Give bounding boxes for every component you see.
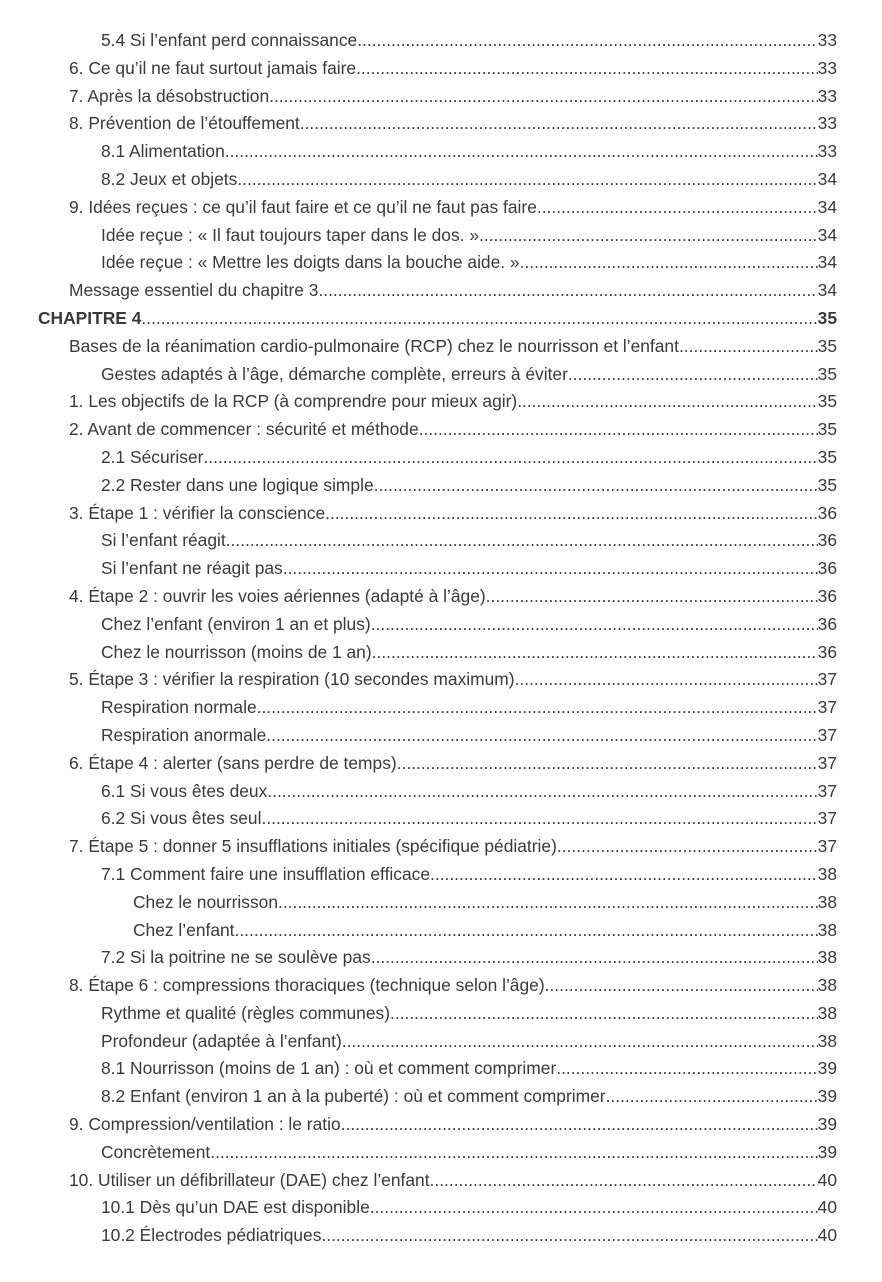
toc-page-number: 35 — [817, 335, 837, 356]
toc-entry-title: 8.2 Enfant (environ 1 an à la puberté) : où et comment comprimer — [101, 1086, 606, 1107]
toc-entry-row — [69, 333, 837, 361]
toc-dot-leader — [278, 889, 818, 917]
toc-entry-row — [101, 639, 837, 667]
toc-entry-title: 10.2 Électrodes pédiatriques — [101, 1225, 322, 1246]
toc-entry[interactable] — [69, 833, 882, 861]
toc-page-number: 37 — [817, 697, 837, 718]
toc-entry[interactable] — [101, 1222, 882, 1250]
toc-dot-leader — [266, 722, 817, 750]
toc-entry-row — [101, 1222, 837, 1250]
toc-dot-leader — [300, 110, 818, 138]
toc-dot-leader — [430, 861, 818, 889]
toc-entry[interactable] — [101, 611, 882, 639]
toc-dot-leader — [257, 694, 818, 722]
toc-entry[interactable] — [69, 972, 882, 1000]
toc-entry[interactable] — [101, 722, 882, 750]
toc-page-number: 37 — [817, 669, 837, 690]
toc-page-number: 35 — [817, 446, 837, 467]
toc-page-number: 35 — [817, 474, 837, 495]
toc-page-number: 34 — [817, 280, 837, 301]
toc-entry-title: 7. Étape 5 : donner 5 insufflations initiales (spécifique pédiatrie) — [69, 836, 557, 857]
toc-page-number: 39 — [817, 1086, 837, 1107]
toc-entry-row — [101, 444, 837, 472]
toc-dot-leader — [397, 750, 818, 778]
toc-dot-leader — [226, 527, 818, 555]
toc-entry[interactable] — [69, 1167, 882, 1195]
toc-page-number: 34 — [817, 224, 837, 245]
toc-page-number: 37 — [817, 808, 837, 829]
toc-page-number: 35 — [817, 307, 837, 328]
toc-entry-row — [101, 361, 837, 389]
toc-entry-row — [101, 1139, 837, 1167]
toc-entry-title: Chez le nourrisson — [133, 891, 278, 912]
toc-entry-title: 8. Prévention de l’étouffement — [69, 113, 300, 134]
toc-dot-leader — [390, 1000, 818, 1028]
toc-entry-title: Chez l’enfant — [133, 919, 235, 940]
toc-entry[interactable] — [101, 1139, 882, 1167]
toc-entry-title: 8.2 Jeux et objets — [101, 168, 238, 189]
toc-entry[interactable] — [101, 444, 882, 472]
toc-dot-leader — [520, 249, 818, 277]
toc-entry[interactable] — [101, 944, 882, 972]
toc-dot-leader — [374, 472, 818, 500]
toc-entry[interactable] — [69, 83, 882, 111]
toc-page-number: 37 — [817, 836, 837, 857]
toc-entry-title: 7.1 Comment faire une insufflation efficace — [101, 863, 431, 884]
toc-entry-row — [101, 1083, 837, 1111]
toc-entry[interactable] — [69, 416, 882, 444]
toc-entry[interactable] — [101, 555, 882, 583]
toc-entry-title: 10. Utiliser un défibrillateur (DAE) chez l’enfant — [69, 1169, 430, 1190]
toc-page-number: 36 — [817, 502, 837, 523]
toc-page-number: 36 — [817, 530, 837, 551]
toc-dot-leader — [430, 1167, 818, 1195]
toc-dot-leader — [210, 1139, 817, 1167]
toc-entry[interactable] — [69, 277, 882, 305]
toc-entry-title: Gestes adaptés à l’âge, démarche complète, erreurs à éviter — [101, 363, 568, 384]
toc-entry-title: 2. Avant de commencer : sécurité et méthode — [69, 419, 419, 440]
toc-entry-row — [101, 805, 837, 833]
toc-entry-title: Chez l’enfant (environ 1 an et plus) — [101, 613, 371, 634]
toc-page-number: 40 — [817, 1169, 837, 1190]
toc-page-number: 34 — [817, 196, 837, 217]
toc-entry[interactable] — [101, 527, 882, 555]
toc-page-number: 34 — [817, 168, 837, 189]
toc-entry-title: Si l’enfant réagit — [101, 530, 226, 551]
toc-page-number: 33 — [817, 113, 837, 134]
toc-entry[interactable] — [69, 388, 882, 416]
toc-dot-leader — [321, 1222, 817, 1250]
toc-dot-leader — [372, 639, 818, 667]
toc-entry-title: Si l’enfant ne réagit pas — [101, 558, 283, 579]
toc-dot-leader — [341, 1111, 818, 1139]
toc-entry-row — [69, 416, 837, 444]
toc-entry-row — [69, 194, 837, 222]
toc-dot-leader — [557, 833, 818, 861]
toc-dot-leader — [371, 944, 818, 972]
toc-dot-leader — [479, 222, 818, 250]
toc-entry-row — [101, 611, 837, 639]
toc-dot-leader — [283, 555, 818, 583]
toc-page-number: 38 — [817, 919, 837, 940]
toc-page-number: 38 — [817, 891, 837, 912]
toc-entry-row — [101, 222, 837, 250]
toc-dot-leader — [356, 55, 818, 83]
toc-entry[interactable] — [101, 361, 882, 389]
toc-entry-title: Respiration normale — [101, 697, 257, 718]
toc-entry[interactable] — [101, 166, 882, 194]
toc-page-number: 37 — [817, 724, 837, 745]
toc-entry-row — [69, 388, 837, 416]
toc-entry[interactable] — [101, 805, 882, 833]
toc-entry-row — [133, 889, 837, 917]
toc-page-number: 33 — [817, 141, 837, 162]
toc-entry[interactable] — [101, 222, 882, 250]
toc-entry-title: 5.4 Si l’enfant perd connaissance — [101, 30, 358, 50]
toc-page-number: 36 — [817, 613, 837, 634]
toc-entry-title: 10.1 Dès qu’un DAE est disponible — [101, 1197, 370, 1218]
toc-entry-title: Concrètement — [101, 1141, 211, 1162]
toc-entry-row — [101, 138, 837, 166]
toc-entry[interactable] — [101, 639, 882, 667]
toc-dot-leader — [325, 500, 817, 528]
toc-entry[interactable] — [69, 500, 882, 528]
toc-page-number: 37 — [817, 752, 837, 773]
toc-entry-title: Profondeur (adaptée à l’enfant) — [101, 1030, 342, 1051]
toc-entry-row — [133, 917, 837, 945]
toc-page-number: 40 — [817, 1197, 837, 1218]
toc-entry-row — [101, 249, 837, 277]
toc-entry-row — [101, 1055, 837, 1083]
toc-dot-leader — [419, 416, 818, 444]
toc-page-number: 33 — [817, 57, 837, 78]
toc-chapter-heading[interactable] — [38, 305, 882, 333]
toc-entry-title: Message essentiel du chapitre 3 — [69, 280, 319, 301]
toc-page-number: 35 — [817, 419, 837, 440]
toc-entry-title: 2.2 Rester dans une logique simple — [101, 474, 374, 495]
toc-dot-leader — [235, 917, 818, 945]
toc-entry[interactable] — [101, 778, 882, 806]
toc-entry-row — [69, 83, 837, 111]
toc-page-number: 36 — [817, 641, 837, 662]
toc-entry-title: 4. Étape 2 : ouvrir les voies aériennes (adapté à l’âge) — [69, 585, 486, 606]
toc-entry-row — [101, 555, 837, 583]
toc-page-number: 35 — [817, 363, 837, 384]
toc-entry[interactable] — [69, 583, 882, 611]
toc-dot-leader — [517, 388, 817, 416]
toc-entry-title: Respiration anormale — [101, 724, 267, 745]
toc-entry-title: Chez le nourrisson (moins de 1 an) — [101, 641, 372, 662]
toc-dot-leader — [267, 778, 817, 806]
toc-entry-row — [69, 277, 837, 305]
toc-dot-leader — [545, 972, 818, 1000]
toc-entry[interactable] — [69, 55, 882, 83]
toc-entry[interactable] — [101, 1000, 882, 1028]
toc-entry-row — [101, 694, 837, 722]
toc-dot-leader — [318, 277, 817, 305]
toc-page-number: 39 — [817, 1141, 837, 1162]
toc-entry[interactable] — [133, 889, 882, 917]
toc-entry-row — [101, 778, 837, 806]
toc-dot-leader — [141, 305, 817, 333]
toc-entry-title: Rythme et qualité (règles communes) — [101, 1002, 390, 1023]
toc-dot-leader — [225, 138, 818, 166]
toc-page-number: 40 — [817, 1225, 837, 1246]
toc-entry[interactable] — [101, 1055, 882, 1083]
toc-dot-leader — [515, 666, 818, 694]
toc-entry-row — [69, 666, 837, 694]
toc-dot-leader — [342, 1028, 818, 1056]
toc-page-number: 35 — [817, 391, 837, 412]
toc-page-number: 38 — [817, 975, 837, 996]
toc-entry-title: 2.1 Sécuriser — [101, 446, 204, 467]
toc-entry-title: 8. Étape 6 : compressions thoraciques (technique selon l’âge) — [69, 975, 545, 996]
toc-entry-title: Idée reçue : « Il faut toujours taper dans le dos. » — [101, 224, 480, 245]
toc-dot-leader — [568, 361, 818, 389]
toc-page-number: 37 — [817, 780, 837, 801]
toc-entry-title: 7.2 Si la poitrine ne se soulève pas — [101, 947, 371, 968]
toc-entry[interactable] — [101, 1083, 882, 1111]
toc-entry-row — [101, 722, 837, 750]
toc-page-number: 38 — [817, 863, 837, 884]
toc-page-number: 36 — [817, 585, 837, 606]
toc-page-number: 38 — [817, 947, 837, 968]
toc-dot-leader — [269, 83, 818, 111]
toc-entry[interactable] — [69, 666, 882, 694]
toc-dot-leader — [371, 611, 818, 639]
toc-entry-row — [101, 472, 837, 500]
toc-entry[interactable] — [69, 110, 882, 138]
toc-page-number: 33 — [817, 85, 837, 106]
toc-dot-leader — [203, 444, 817, 472]
toc-entry[interactable] — [101, 249, 882, 277]
toc-entry-title: 7. Après la désobstruction — [69, 85, 270, 106]
toc-entry-row — [38, 305, 837, 333]
toc-page-number: 38 — [817, 1002, 837, 1023]
toc-entry-row — [101, 1194, 837, 1222]
toc-page-number: 33 — [817, 30, 837, 50]
toc-entry-row — [69, 1167, 837, 1195]
toc-entry-row — [69, 750, 837, 778]
toc-entry-row — [69, 833, 837, 861]
toc-entry-row — [69, 1111, 837, 1139]
toc-entry-title: 5. Étape 3 : vérifier la respiration (10 secondes maximum) — [69, 669, 515, 690]
toc-page-number: 39 — [817, 1114, 837, 1135]
toc-entry[interactable] — [69, 194, 882, 222]
toc-entry[interactable] — [101, 694, 882, 722]
toc-entry[interactable] — [101, 1194, 882, 1222]
toc-entry-title: 6. Étape 4 : alerter (sans perdre de temps) — [69, 752, 397, 773]
toc-entry[interactable] — [101, 472, 882, 500]
toc-dot-leader — [357, 27, 817, 55]
table-of-contents — [0, 27, 882, 1250]
toc-entry-row — [101, 944, 837, 972]
toc-page-number: 39 — [817, 1058, 837, 1079]
toc-entry-row — [69, 500, 837, 528]
toc-entry-title: 8.1 Alimentation — [101, 141, 225, 162]
toc-entry-title: 6. Ce qu’il ne faut surtout jamais faire — [69, 57, 357, 78]
toc-entry-row — [101, 861, 837, 889]
toc-entry-title: 9. Idées reçues : ce qu’il faut faire et ce qu’il ne faut pas faire — [69, 196, 537, 217]
toc-dot-leader — [370, 1194, 818, 1222]
toc-entry[interactable] — [69, 750, 882, 778]
toc-entry[interactable] — [101, 138, 882, 166]
toc-entry-row — [101, 1028, 837, 1056]
toc-entry-row — [101, 1000, 837, 1028]
toc-page-number: 36 — [817, 558, 837, 579]
toc-page-number: 34 — [817, 252, 837, 273]
toc-entry-title: 3. Étape 1 : vérifier la conscience — [69, 502, 326, 523]
toc-dot-leader — [237, 166, 817, 194]
toc-entry-title: 9. Compression/ventilation : le ratio — [69, 1114, 341, 1135]
toc-entry[interactable] — [69, 333, 882, 361]
toc-entry-row — [101, 27, 837, 55]
toc-entry-row — [101, 166, 837, 194]
toc-entry-title: 8.1 Nourrisson (moins de 1 an) : où et comment comprimer — [101, 1058, 557, 1079]
toc-entry-row — [69, 110, 837, 138]
toc-entry[interactable] — [133, 917, 882, 945]
toc-entry-row — [69, 583, 837, 611]
toc-entry-title: CHAPITRE 4 — [38, 307, 142, 328]
toc-dot-leader — [679, 333, 818, 361]
toc-dot-leader — [261, 805, 817, 833]
toc-entry-title: Idée reçue : « Mettre les doigts dans la bouche aide. » — [101, 252, 520, 273]
toc-dot-leader — [606, 1083, 818, 1111]
toc-entry-row — [101, 527, 837, 555]
toc-entry[interactable] — [101, 27, 882, 55]
toc-entry-title: 1. Les objectifs de la RCP (à comprendre pour mieux agir) — [69, 391, 518, 412]
toc-entry[interactable] — [101, 861, 882, 889]
toc-dot-leader — [556, 1055, 817, 1083]
toc-dot-leader — [537, 194, 818, 222]
toc-dot-leader — [486, 583, 818, 611]
toc-entry[interactable] — [69, 1111, 882, 1139]
toc-page-number: 38 — [817, 1030, 837, 1051]
toc-entry-row — [69, 55, 837, 83]
toc-entry-title: Bases de la réanimation cardio-pulmonaire (RCP) chez le nourrisson et l’enfant — [69, 335, 679, 356]
toc-entry-title: 6.2 Si vous êtes seul — [101, 808, 262, 829]
toc-entry-row — [69, 972, 837, 1000]
toc-entry-title: 6.1 Si vous êtes deux — [101, 780, 268, 801]
toc-entry[interactable] — [101, 1028, 882, 1056]
